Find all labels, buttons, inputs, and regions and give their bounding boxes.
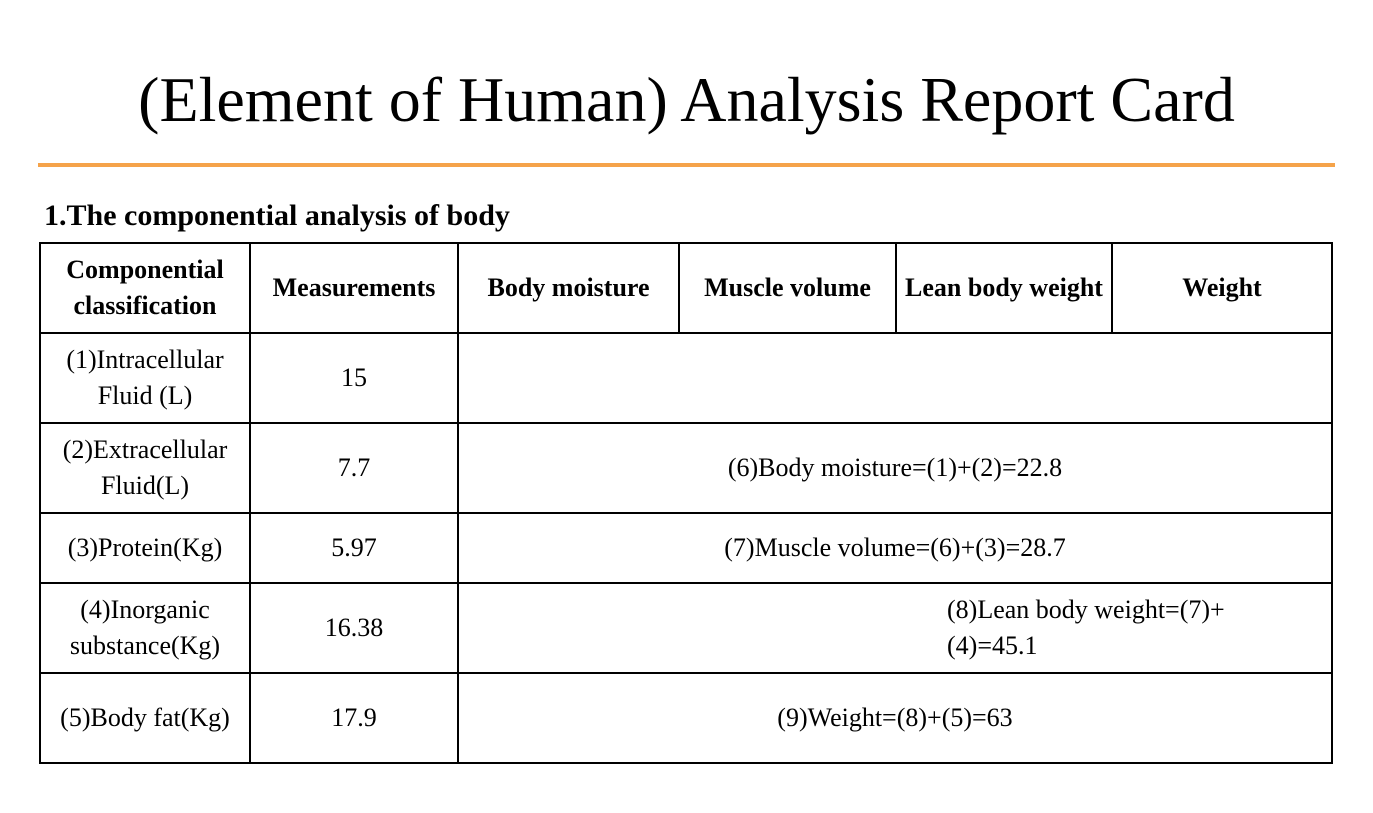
table-row (40, 513, 1332, 583)
section-heading: 1.The componential analysis of body (44, 199, 510, 232)
table-row (40, 583, 1332, 673)
classification-cell: (5)Body fat(Kg) (40, 673, 250, 763)
table-header-row (40, 243, 1332, 333)
table-row (40, 423, 1332, 513)
title-divider (38, 163, 1335, 167)
classification-cell: (4)Inorganic substance(Kg) (40, 583, 250, 673)
header-componential-classification: Componential classification (40, 243, 250, 333)
header-body-moisture: Body moisture (458, 243, 679, 333)
classification-cell: (1)Intracellular Fluid (L) (40, 333, 250, 423)
measurement-cell: 16.38 (250, 583, 458, 673)
analysis-table (39, 242, 1333, 764)
classification-cell: (3)Protein(Kg) (40, 513, 250, 583)
header-muscle-volume: Muscle volume (679, 243, 896, 333)
lean-body-weight-formula: (8)Lean body weight=(7)+ (4)=45.1 (947, 595, 1225, 660)
body-moisture-formula: (6)Body moisture=(1)+(2)=22.8 (458, 423, 1332, 513)
header-measurements: Measurements (250, 243, 458, 333)
measurement-cell: 17.9 (250, 673, 458, 763)
table-row (40, 673, 1332, 763)
weight-formula: (9)Weight=(8)+(5)=63 (458, 673, 1332, 763)
header-lean-body-weight: Lean body weight (896, 243, 1112, 333)
lean-body-weight-formula-cell (458, 583, 1332, 673)
measurement-cell: 15 (250, 333, 458, 423)
formula-cell (458, 333, 1332, 423)
classification-cell: (2)Extracellular Fluid(L) (40, 423, 250, 513)
table-row (40, 333, 1332, 423)
muscle-volume-formula: (7)Muscle volume=(6)+(3)=28.7 (458, 513, 1332, 583)
header-weight: Weight (1112, 243, 1332, 333)
measurement-cell: 7.7 (250, 423, 458, 513)
page-title: (Element of Human) Analysis Report Card (138, 64, 1235, 135)
measurement-cell: 5.97 (250, 513, 458, 583)
